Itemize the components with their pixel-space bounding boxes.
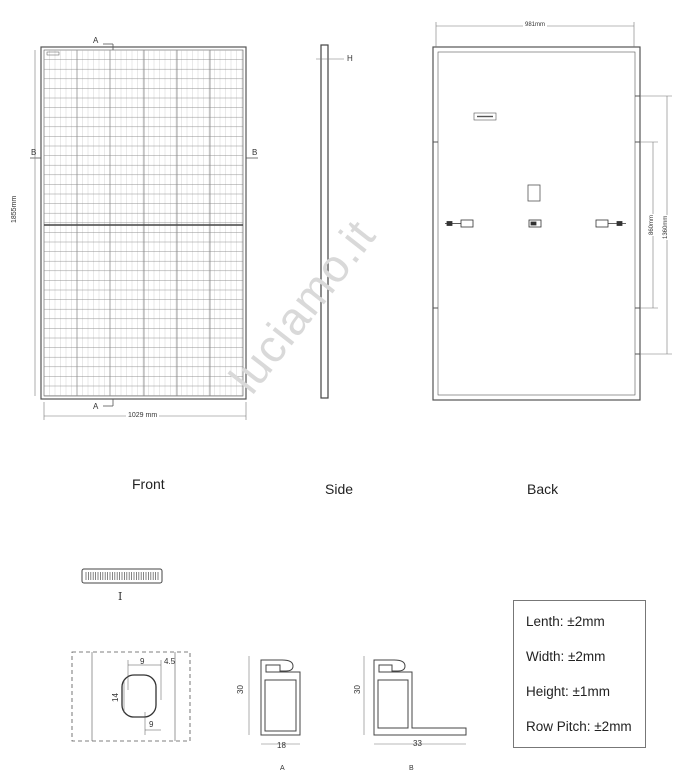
slot-dim-right-label: 4.5 xyxy=(164,657,176,666)
profile-a-inner xyxy=(265,680,296,731)
front-view-label: Front xyxy=(132,476,165,492)
section-b-right-label: B xyxy=(252,148,258,157)
profile-b-label: B xyxy=(409,765,414,772)
junction-box-left xyxy=(445,220,473,227)
back-inner-dim-label: 860mm xyxy=(649,214,655,235)
profile-b-inner xyxy=(378,680,408,728)
tolerance-width: Width: ±2mm xyxy=(526,649,606,664)
section-a-bottom-label: A xyxy=(93,402,99,411)
front-cell-grid xyxy=(44,50,243,396)
tolerance-length: Lenth: ±2mm xyxy=(526,614,605,629)
watermark-text: luciamo.it xyxy=(218,209,386,403)
front-height-dim-label: 1855mm xyxy=(11,195,18,223)
strip-marker-label: I xyxy=(118,590,123,603)
slot-dim-bottom-label: 9 xyxy=(149,720,154,729)
profile-a-height-label: 30 xyxy=(236,685,245,694)
junction-box-center xyxy=(529,220,541,227)
profile-b-height-label: 30 xyxy=(353,685,362,694)
back-inner-frame xyxy=(438,52,635,395)
frame-profile-a xyxy=(249,656,300,744)
front-width-dim-label: 1029 mm xyxy=(128,412,158,419)
frame-profile-b xyxy=(364,656,466,744)
back-view-label: Back xyxy=(527,481,559,497)
back-view xyxy=(433,22,672,400)
profile-b-width-label: 33 xyxy=(413,739,422,748)
slot-dim-top-label: 9 xyxy=(140,657,145,666)
section-a-top-label: A xyxy=(93,36,99,45)
profile-a-outline xyxy=(261,660,300,735)
junction-box-right xyxy=(596,220,626,227)
front-label-plate xyxy=(47,52,59,55)
back-label-sticker xyxy=(528,185,540,201)
back-width-dim-label: 981mm xyxy=(525,22,546,28)
tolerance-box xyxy=(513,600,646,748)
section-b-left-label: B xyxy=(31,148,37,157)
profile-b-outline xyxy=(374,660,466,735)
profile-a-width-label: 18 xyxy=(277,741,286,750)
slot-hole xyxy=(122,675,156,717)
side-frame xyxy=(321,45,328,398)
strip-hatching xyxy=(86,572,158,580)
tolerance-row-pitch: Row Pitch: ±2mm xyxy=(526,719,632,734)
back-outer-dim-label: 1360mm xyxy=(663,215,669,239)
side-view-label: Side xyxy=(325,481,354,497)
side-thickness-label: H xyxy=(347,54,353,63)
profile-a-label: A xyxy=(280,765,285,772)
tolerance-height: Height: ±1mm xyxy=(526,684,610,699)
slot-dim-height-label: 14 xyxy=(111,693,120,702)
edge-profile-strip xyxy=(82,569,162,583)
